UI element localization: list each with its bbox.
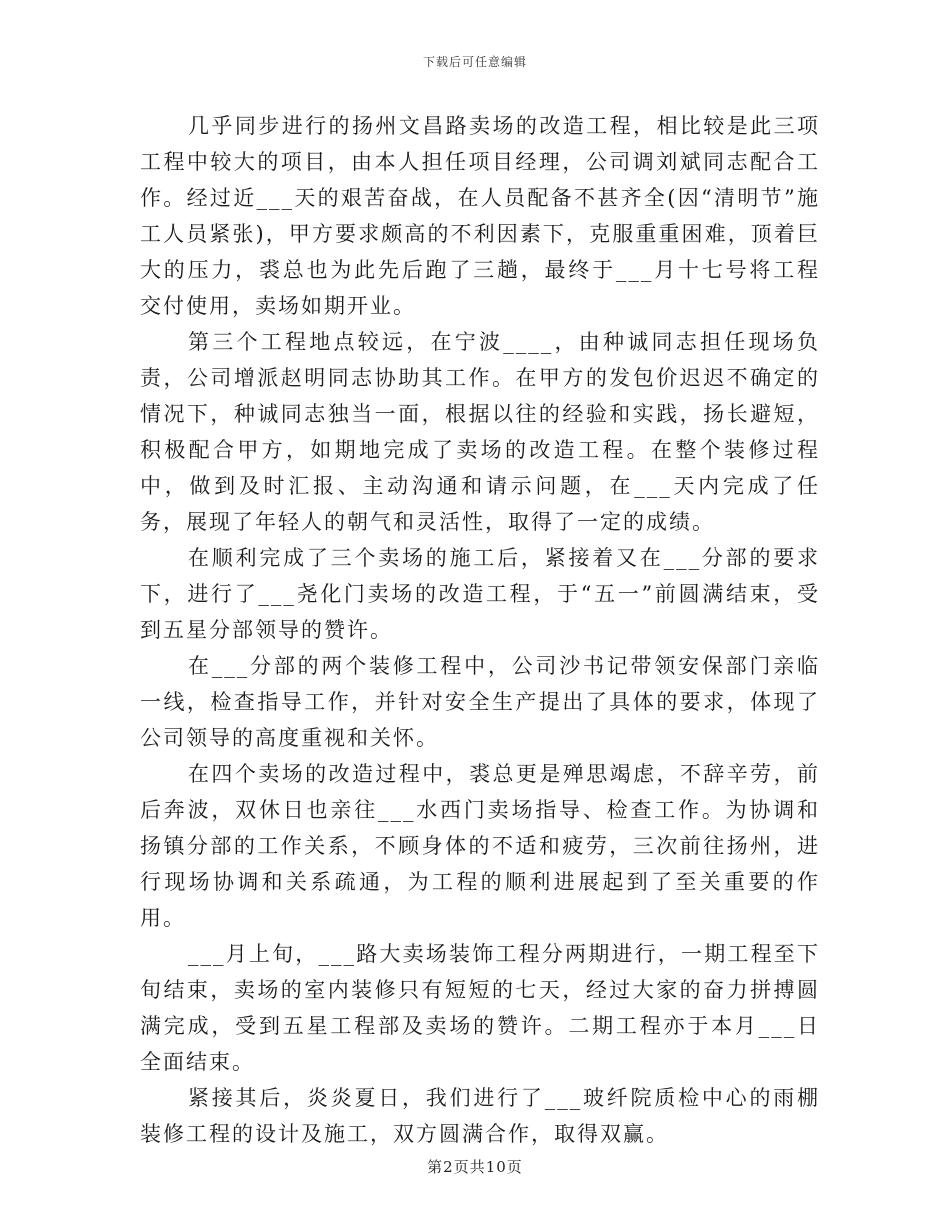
paragraph-4: 在___分部的两个装修工程中，公司沙书记带领安保部门亲临一线，检查指导工作，并针对安全生产提出了具体的要求，体现了公司领导的高度重视和关怀。 (140, 654, 820, 750)
paragraph-6: ___月上旬，___路大卖场装饰工程分两期进行，一期工程至下旬结束，卖场的室内装修只有短短的七天，经过大家的奋力拼搏圆满完成，受到五星工程部及卖场的赞许。二期工程亦于本月___日全面结束。 (140, 942, 820, 1074)
paragraph-2: 第三个工程地点较远，在宁波____，由种诚同志担任现场负责，公司增派赵明同志协助其工作。在甲方的发包价迟迟不确定的情况下，种诚同志独当一面，根据以往的经验和实践，扬长避短，积极配合甲方，如期地完成了卖场的改造工程。在整个装修过程中，做到及时汇报、主动沟通和请示问题，在___天内完成了任务，展现了年轻人的朝气和灵活性，取得了一定的成绩。 (140, 330, 820, 534)
paragraph-7: 紧接其后，炎炎夏日，我们进行了___玻纤院质检中心的雨棚装修工程的设计及施工，双方圆满合作，取得双赢。 (140, 1086, 820, 1146)
page-header: 下载后可任意编辑 (422, 55, 527, 69)
document-body (140, 108, 820, 1152)
paragraph-5: 在四个卖场的改造过程中，裘总更是殚思竭虑，不辞辛劳，前后奔波，双休日也亲往___水西门卖场指导、检查工作。为协调和扬镇分部的工作关系，不顾身体的不适和疲劳，三次前往扬州，进行现场协调和关系疏通，为工程的顺利进展起到了至关重要的作用。 (140, 762, 820, 930)
paragraph-3: 在顺利完成了三个卖场的施工后，紧接着又在___分部的要求下，进行了___尧化门卖场的改造工程，于“五一”前圆满结束，受到五星分部领导的赞许。 (140, 546, 820, 642)
paragraph-1: 几乎同步进行的扬州文昌路卖场的改造工程，相比较是此三项工程中较大的项目，由本人担任项目经理，公司调刘斌同志配合工作。经过近___天的艰苦奋战，在人员配备不甚齐全(因“清明节”施工人员紧张)，甲方要求颇高的不利因素下，克服重重困难，顶着巨大的压力，裘总也为此先后跑了三趟，最终于___月十七号将工程交付使用，卖场如期开业。 (140, 114, 820, 318)
page-footer: 第2页共10页 (427, 1158, 523, 1176)
